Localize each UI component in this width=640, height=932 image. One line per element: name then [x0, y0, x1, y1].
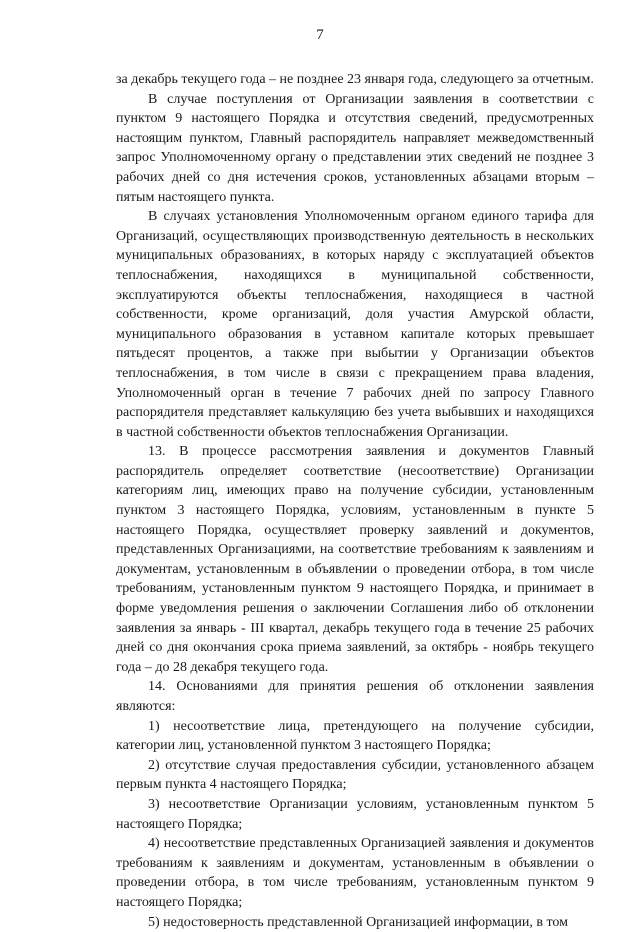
list-item-1: 1) несоответствие лица, претендующего на получение субсидии, категории лиц, установленной пунктом 3 настоящего Порядка;	[116, 718, 594, 754]
paragraph-single-tariff: В случаях установления Уполномоченным органом единого тарифа для Организаций, осуществляющих производственную деятельность в нескольких муниципальных образованиях, в которых наряду с эксплуатацией объектов теплоснабжения, находящихся в муниципальной собственности, эксплуатируются объекты теплоснабжения, находящиеся в частной собственности, кроме организаций, доля участия Амурской области, муниципального образования в уставном капитале которых превышает пятьдесят процентов, а также при выбытии у Организации объектов теплоснабжения, в том числе в связи с прекращением права владения, Уполномоченный орган в течение 7 рабочих дней по запросу Главного распорядителя представляет калькуляцию без учета выбывших и находящихся в частной собственности объектов теплоснабжения Организации.	[116, 209, 594, 440]
paragraph-item-13: 13. В процессе рассмотрения заявления и документов Главный распорядитель определяет соответствие (несоответствие) Организации категориям лиц, имеющих право на получение субсидии, установленным пунктом 3 настоящего Порядка, условиям, установленным в пункте 5 настоящего Порядка, осуществляет проверку заявлений и документов, представленных Организациями, на соответствие требованиям к заявлениям и документам, установленным в объявлении о проведении отбора, в том числе требованиям, установленным пунктом 9 настоящего Порядка, и принимает в форме уведомления решения о заключении Соглашения либо об отклонении заявления за январь - III квартал, декабрь текущего года в течение 25 рабочих дней со дня окончания срока приема заявлений, за октябрь - ноябрь текущего года – до 28 декабря текущего года.	[116, 444, 594, 675]
paragraph-continuation: за декабрь текущего года – не позднее 23 января года, следующего за отчетным.	[116, 72, 594, 87]
paragraph-request-procedure: В случае поступления от Организации заявления в соответствии с пунктом 9 настоящего Порядка и отсутствия сведений, предусмотренных настоящим пунктом, Главный распорядитель направляет межведомственный запрос Уполномоченному органу о представлении этих сведений не позднее 3 рабочих дней со дня истечения сроков, установленных абзацами вторым – пятым настоящего пункта.	[116, 91, 594, 205]
list-item-5: 5) недостоверность представленной Организацией информации, в том	[148, 914, 568, 930]
list-item-4: 4) несоответствие представленных Организацией заявления и документов требованиям к заявлениям и документам, установленным в объявлении о проведении отбора, в том числе требованиям, установленным пунктом 9 настоящего Порядка;	[116, 836, 594, 910]
list-item-3: 3) несоответствие Организации условиям, установленным пунктом 5 настоящего Порядка;	[116, 796, 594, 832]
paragraph-item-14: 14. Основаниями для принятия решения об отклонении заявления являются:	[116, 679, 594, 714]
list-item-2: 2) отсутствие случая предоставления субсидии, установленного абзацем первым пункта 4 настоящего Порядка;	[116, 757, 594, 793]
document-body	[116, 70, 594, 932]
page-number: 7	[316, 27, 324, 43]
